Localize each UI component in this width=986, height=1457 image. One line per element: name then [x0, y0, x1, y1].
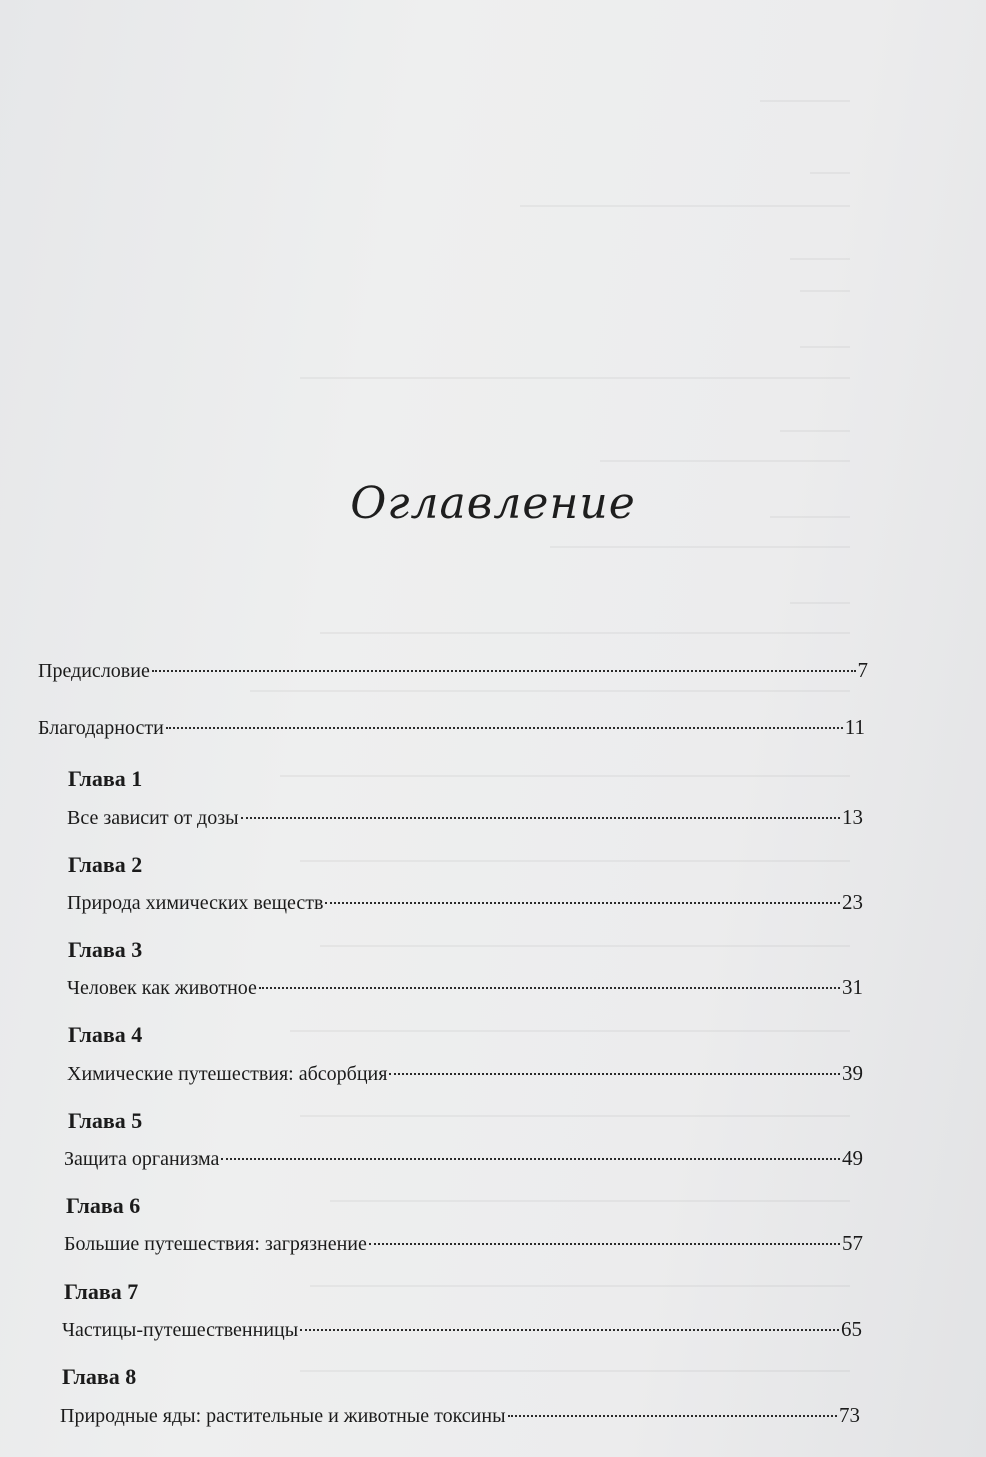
dot-leader — [221, 1158, 840, 1160]
toc-entry-chapter-5[interactable] — [64, 1146, 863, 1171]
entry-title: Благодарности — [38, 717, 164, 739]
entry-page-number: 23 — [842, 890, 863, 914]
entry-page-number: 65 — [841, 1317, 862, 1341]
toc-entry-preface[interactable] — [38, 658, 868, 683]
toc-entry-chapter-8[interactable] — [60, 1403, 860, 1428]
show-through-mark — [250, 690, 850, 692]
entry-title: Защита организма — [64, 1148, 220, 1170]
show-through-mark — [320, 632, 850, 634]
dot-leader — [369, 1243, 840, 1245]
toc-entry-chapter-7[interactable] — [62, 1317, 862, 1342]
chapter-7-label: Глава 7 — [64, 1279, 139, 1304]
entry-title: Предисловие — [38, 660, 150, 682]
dot-leader — [152, 670, 856, 672]
show-through-mark — [800, 346, 850, 348]
toc-entry-chapter-6[interactable] — [64, 1231, 863, 1256]
toc-entry-chapter-4[interactable] — [67, 1061, 863, 1086]
entry-page-number: 11 — [844, 715, 865, 739]
show-through-mark — [550, 546, 850, 548]
toc-entry-chapter-1[interactable] — [67, 805, 863, 830]
chapter-8-label: Глава 8 — [62, 1364, 137, 1389]
show-through-mark — [760, 100, 850, 102]
dot-leader — [389, 1073, 840, 1075]
show-through-mark — [290, 1030, 850, 1032]
dot-leader — [166, 727, 843, 729]
entry-title: Частицы-путешественницы — [62, 1319, 299, 1341]
chapter-2-label: Глава 2 — [68, 852, 143, 877]
show-through-mark — [280, 775, 850, 777]
show-through-mark — [780, 430, 850, 432]
show-through-mark — [330, 1200, 850, 1202]
show-through-mark — [310, 1285, 850, 1287]
entry-title: Человек как животное — [67, 977, 257, 999]
show-through-mark — [790, 602, 850, 604]
chapter-6-label: Глава 6 — [66, 1193, 141, 1218]
entry-page-number: 49 — [842, 1146, 863, 1170]
entry-title: Природные яды: растительные и животные токсины — [60, 1405, 506, 1427]
dot-leader — [259, 987, 840, 989]
dot-leader — [241, 817, 840, 819]
dot-leader — [508, 1415, 837, 1417]
chapter-5-label: Глава 5 — [68, 1108, 143, 1133]
entry-title: Природа химических веществ — [67, 892, 324, 914]
chapter-3-label: Глава 3 — [68, 937, 143, 962]
entry-page-number: 73 — [839, 1403, 860, 1427]
entry-page-number: 31 — [842, 975, 863, 999]
entry-page-number: 39 — [842, 1061, 863, 1085]
show-through-mark — [300, 860, 850, 862]
show-through-mark — [600, 460, 850, 462]
show-through-mark — [800, 290, 850, 292]
entry-page-number: 13 — [842, 805, 863, 829]
show-through-mark — [810, 172, 850, 174]
dot-leader — [300, 1329, 839, 1331]
dot-leader — [325, 902, 840, 904]
chapter-4-label: Глава 4 — [68, 1022, 143, 1047]
show-through-mark — [300, 377, 850, 379]
chapter-1-label: Глава 1 — [68, 766, 143, 791]
entry-title: Все зависит от дозы — [67, 807, 239, 829]
toc-entry-chapter-2[interactable] — [67, 890, 863, 915]
toc-entry-acknowledgements[interactable] — [38, 715, 865, 740]
entry-title: Большие путешествия: загрязнение — [64, 1233, 367, 1255]
toc-entry-chapter-3[interactable] — [67, 975, 863, 1000]
toc-heading: Оглавление — [350, 478, 636, 529]
show-through-mark — [320, 945, 850, 947]
show-through-mark — [520, 205, 850, 207]
entry-title: Химические путешествия: абсорбция — [67, 1063, 388, 1085]
show-through-mark — [300, 1115, 850, 1117]
show-through-mark — [300, 1370, 850, 1372]
entry-page-number: 7 — [857, 658, 868, 682]
show-through-mark — [790, 258, 850, 260]
entry-page-number: 57 — [842, 1231, 863, 1255]
